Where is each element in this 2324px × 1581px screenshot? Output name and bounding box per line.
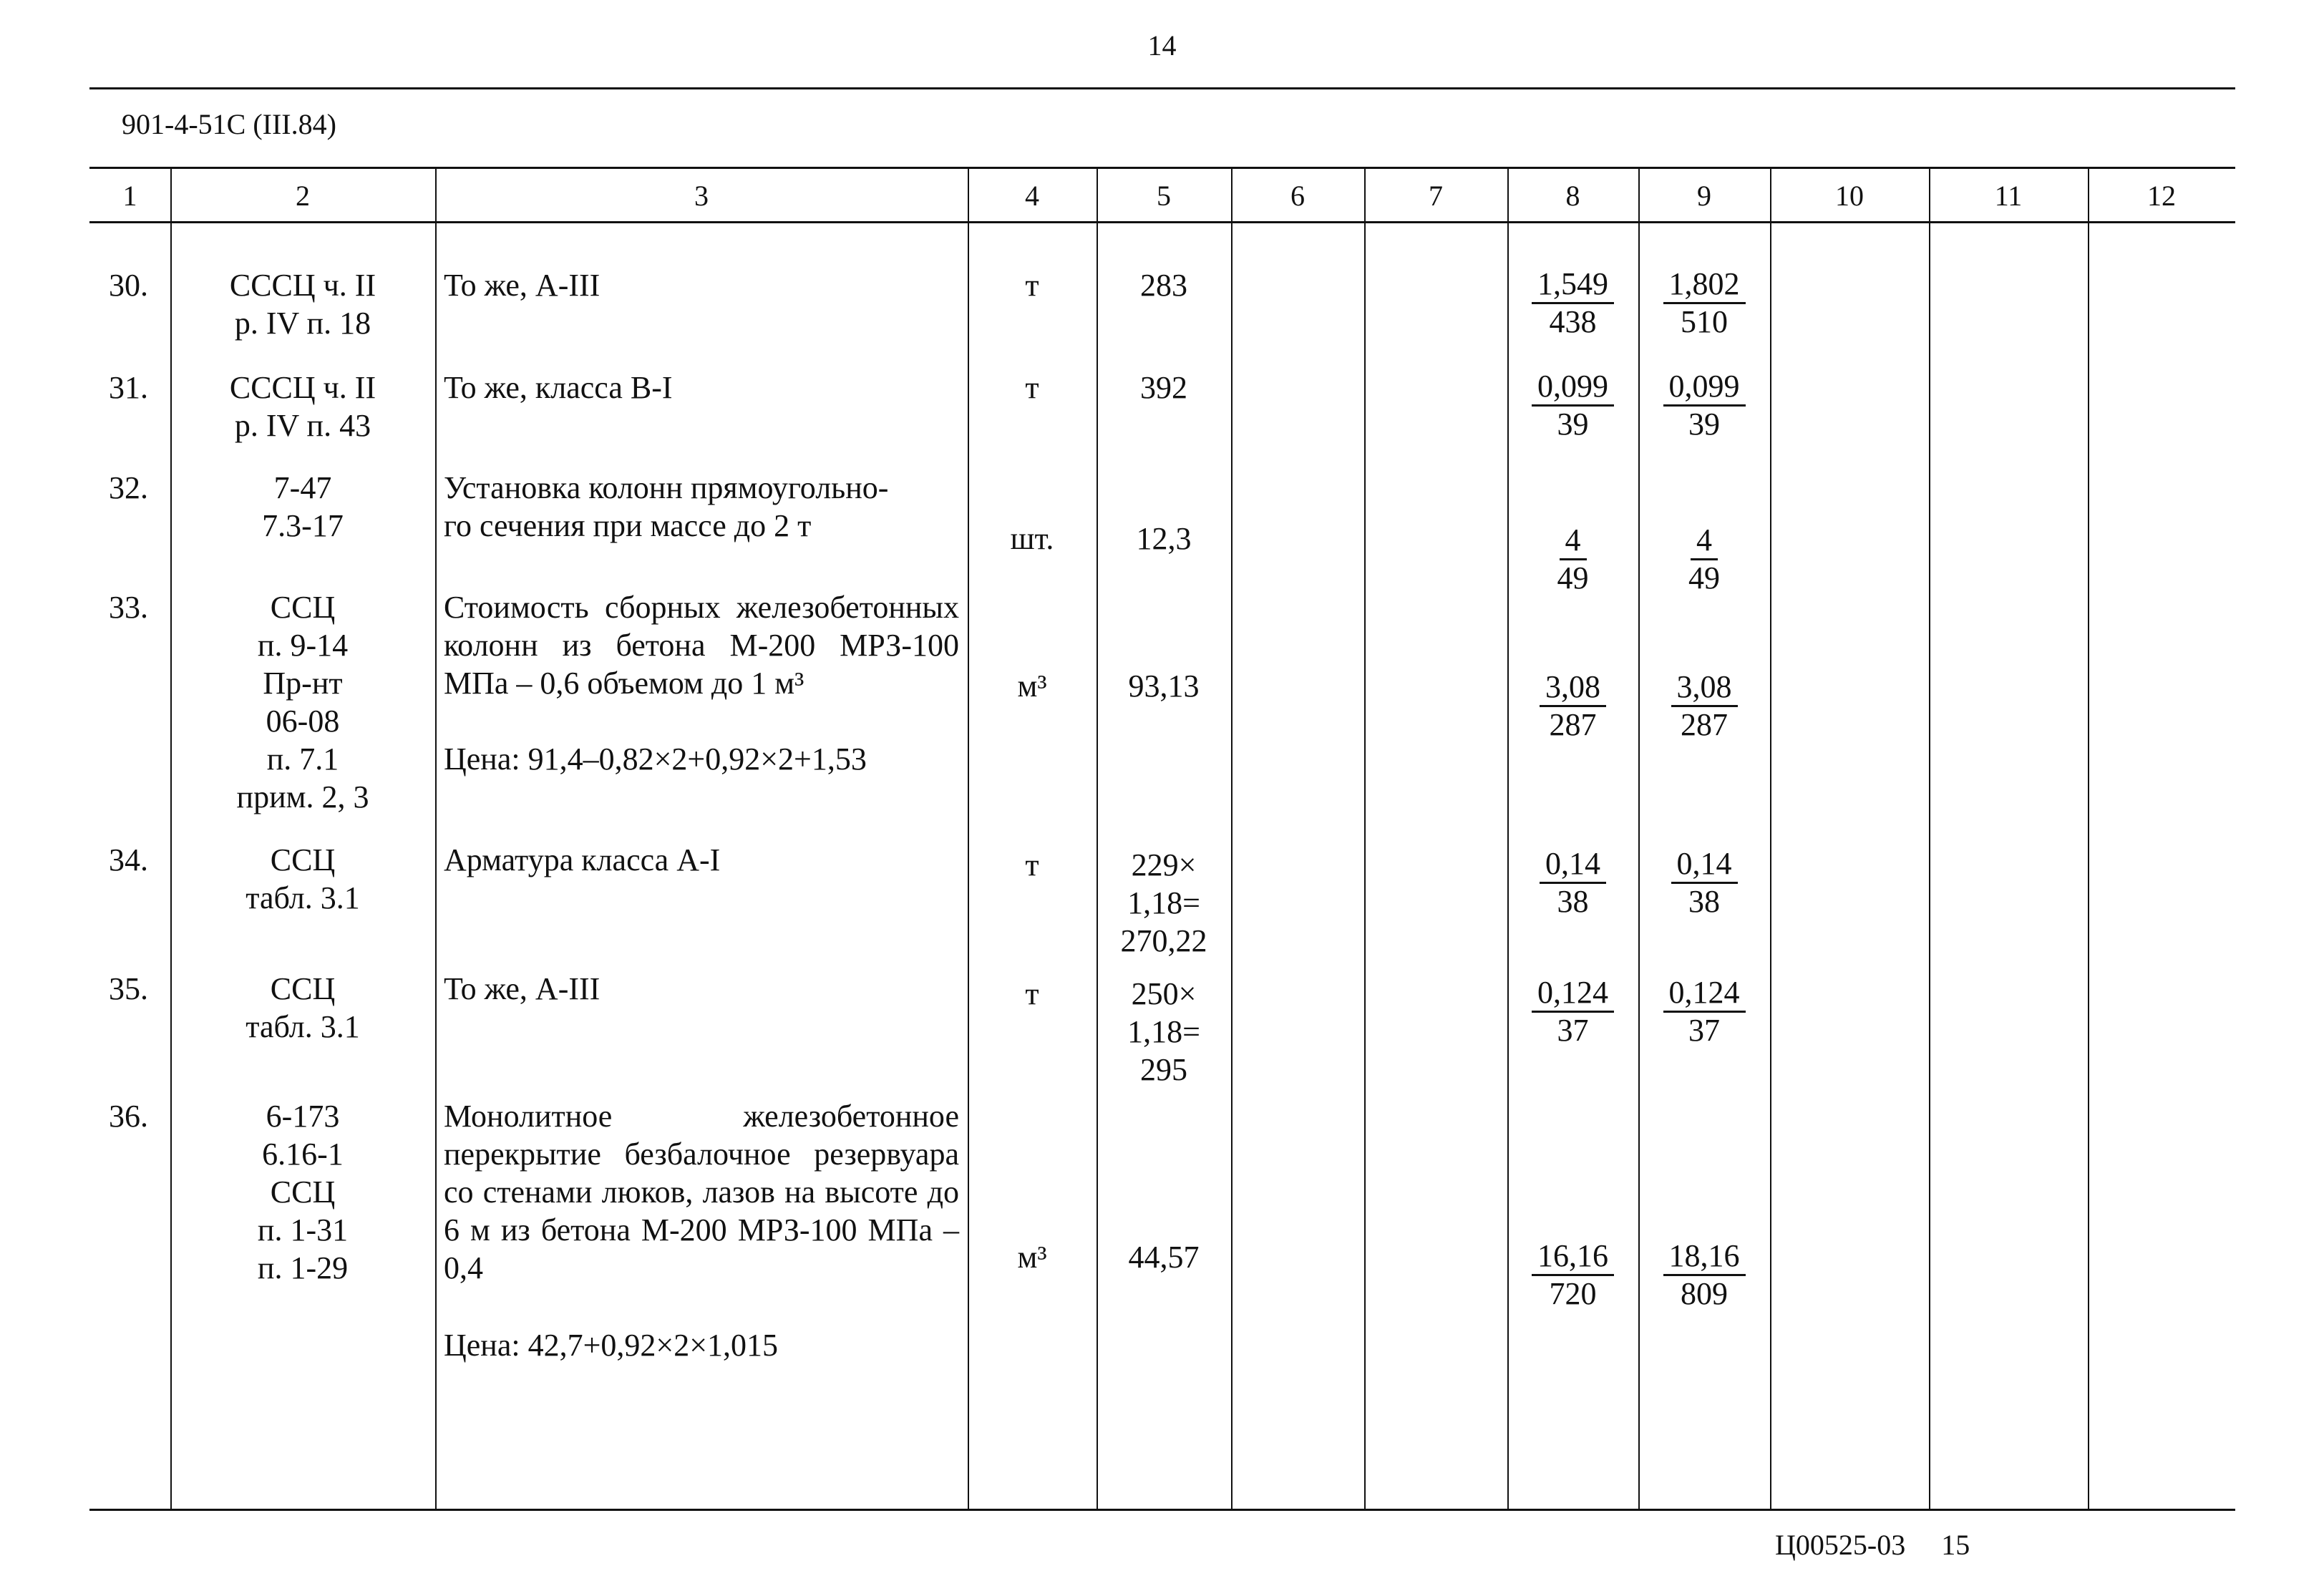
denominator: 510 <box>1681 304 1728 339</box>
fraction-col9 <box>1638 1238 1770 1312</box>
row-unit: т <box>1025 268 1039 303</box>
row-code: СССЦ ч. II р. IV п. 43 <box>229 370 376 443</box>
row-code: СССЦ ч. II р. IV п. 18 <box>229 268 376 341</box>
row-number: 33. <box>109 590 148 625</box>
column-divider <box>1364 167 1366 1509</box>
fraction-col8 <box>1507 1238 1638 1312</box>
column-header: 8 <box>1565 180 1580 212</box>
column-header: 6 <box>1290 180 1305 212</box>
row-number: 36. <box>109 1099 148 1134</box>
row-quantity: 44,57 <box>1128 1240 1200 1275</box>
row-code: 7-47 7.3-17 <box>262 470 344 543</box>
column-header: 2 <box>296 180 310 212</box>
footer <box>1775 1528 1970 1562</box>
row-unit: м³ <box>1017 1240 1047 1275</box>
row-code: 6-173 6.16-1 ССЦ п. 1-31 п. 1-29 <box>257 1099 349 1285</box>
row-quantity: 250× 1,18= 295 <box>1127 976 1200 1087</box>
numerator: 4 <box>1691 522 1718 560</box>
column-header: 3 <box>694 180 709 212</box>
numerator: 0,099 <box>1532 369 1614 407</box>
row-description: То же, А-III <box>444 971 601 1006</box>
row-description: Арматура класса А-I <box>444 842 721 877</box>
column-header: 4 <box>1025 180 1039 212</box>
row-description: Монолитное железобетонное перекрытие безбалочное резервуара со стенами люков, лазов на высоте до 6 м из бетона М-200 МРЗ-100 МПа – 0,4 <box>444 1099 959 1285</box>
row-number: 31. <box>109 370 148 405</box>
numerator: 1,549 <box>1532 266 1614 304</box>
fraction-col9 <box>1638 369 1770 442</box>
row-description: То же, класса В-I <box>444 370 673 405</box>
denominator: 49 <box>1557 560 1589 595</box>
numerator: 1,802 <box>1663 266 1746 304</box>
fraction-col8 <box>1507 846 1638 920</box>
top-rule <box>89 87 2235 89</box>
fraction-col8 <box>1507 522 1638 596</box>
table-top-rule <box>89 167 2235 169</box>
row-description: Установка колонн прямоугольно- го сечения при массе до 2 т <box>444 470 889 543</box>
denominator: 809 <box>1681 1276 1728 1311</box>
column-header: 5 <box>1157 180 1171 212</box>
row-code: ССЦ табл. 3.1 <box>245 842 360 915</box>
numerator: 0,124 <box>1663 975 1746 1013</box>
column-header: 9 <box>1697 180 1711 212</box>
numerator: 4 <box>1560 522 1587 560</box>
numerator: 0,14 <box>1540 846 1606 884</box>
row-quantity: 93,13 <box>1128 668 1200 704</box>
fraction-col8 <box>1507 369 1638 442</box>
row-quantity: 283 <box>1140 268 1187 303</box>
row-number: 32. <box>109 470 148 505</box>
column-header: 10 <box>1835 180 1864 212</box>
footer-page-number: 15 <box>1941 1529 1970 1561</box>
table-header-rule <box>89 221 2235 223</box>
row-quantity: 12,3 <box>1136 521 1192 556</box>
footer-code: Ц00525-03 <box>1775 1529 1906 1561</box>
row-code: ССЦ табл. 3.1 <box>245 971 360 1044</box>
row-unit: м³ <box>1017 668 1047 704</box>
denominator: 37 <box>1688 1013 1720 1048</box>
numerator: 3,08 <box>1540 669 1606 707</box>
fraction-col8 <box>1507 266 1638 340</box>
denominator: 39 <box>1688 407 1720 442</box>
row-description: Стоимость сборных железобетонных колонн из бетона М-200 МРЗ-100 МПа – 0,6 объемом до 1 м³ <box>444 590 959 701</box>
fraction-col9 <box>1638 846 1770 920</box>
column-divider <box>1770 167 1771 1509</box>
denominator: 720 <box>1549 1276 1597 1311</box>
fraction-col9 <box>1638 266 1770 340</box>
column-header: 1 <box>122 180 137 212</box>
denominator: 438 <box>1549 304 1597 339</box>
column-divider <box>1231 167 1233 1509</box>
row-quantity: 392 <box>1140 370 1187 405</box>
row-price: Цена: 91,4–0,82×2+0,92×2+1,53 <box>444 741 867 777</box>
table-bottom-rule <box>89 1509 2235 1511</box>
row-number: 34. <box>109 842 148 877</box>
numerator: 0,14 <box>1671 846 1738 884</box>
row-quantity: 229× 1,18= 270,22 <box>1120 847 1207 958</box>
numerator: 0,124 <box>1532 975 1614 1013</box>
row-number: 30. <box>109 268 148 303</box>
fraction-col8 <box>1507 975 1638 1049</box>
denominator: 287 <box>1549 707 1597 742</box>
document-code: 901-4-51С (III.84) <box>122 108 336 140</box>
row-unit: т <box>1025 847 1039 882</box>
denominator: 39 <box>1557 407 1589 442</box>
row-code: ССЦ п. 9-14 Пр-нт 06-08 п. 7.1 прим. 2, 3 <box>236 590 369 814</box>
denominator: 38 <box>1557 884 1589 919</box>
fraction-col8 <box>1507 669 1638 743</box>
numerator: 0,099 <box>1663 369 1746 407</box>
row-unit: т <box>1025 370 1039 405</box>
row-number: 35. <box>109 971 148 1006</box>
page-number: 14 <box>1147 29 1177 62</box>
column-header: 12 <box>2147 180 2176 212</box>
row-description: То же, А-III <box>444 268 601 303</box>
fraction-col9 <box>1638 975 1770 1049</box>
column-header: 7 <box>1429 180 1443 212</box>
denominator: 287 <box>1681 707 1728 742</box>
fraction-col9 <box>1638 669 1770 743</box>
numerator: 18,16 <box>1663 1238 1746 1276</box>
numerator: 16,16 <box>1532 1238 1614 1276</box>
column-divider <box>435 167 437 1509</box>
row-price: Цена: 42,7+0,92×2×1,015 <box>444 1328 779 1363</box>
column-header: 11 <box>1994 180 2023 212</box>
denominator: 37 <box>1557 1013 1589 1048</box>
denominator: 49 <box>1688 560 1720 595</box>
denominator: 38 <box>1688 884 1720 919</box>
row-unit: шт. <box>1010 521 1054 556</box>
column-divider <box>1929 167 1930 1509</box>
fraction-col9 <box>1638 522 1770 596</box>
numerator: 3,08 <box>1671 669 1738 707</box>
column-divider <box>2088 167 2089 1509</box>
row-unit: т <box>1025 976 1039 1011</box>
